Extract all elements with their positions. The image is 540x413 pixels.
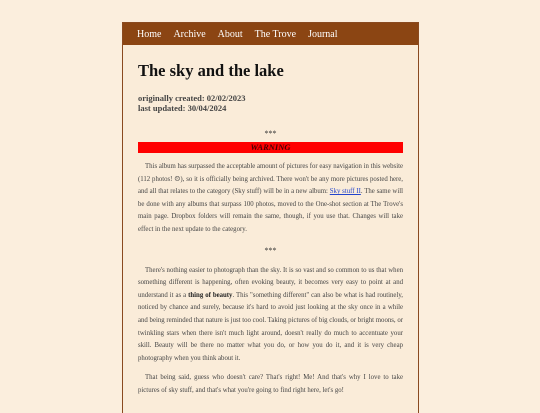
created-date: originally created: 02/02/2023 xyxy=(138,93,246,103)
sky-stuff-ii-link[interactable]: Sky stuff II xyxy=(329,188,361,196)
intro-paragraph xyxy=(138,265,403,366)
updated-date: last updated: 30/04/2024 xyxy=(138,103,227,113)
notice-text-end: . The same will be done with any albums that surpass 100 photos, moved to the One-shot section at The Trove's main page. Dropbox folders will remain the same, though, if you use that. Changes will take effect in the next update to the category. xyxy=(138,188,404,233)
nav-about-link[interactable]: About xyxy=(217,28,243,40)
separator: *** xyxy=(264,245,277,255)
thing-of-beauty-bold: thing of beauty xyxy=(188,291,233,299)
notice-text-start: This album has surpassed the acceptable amount of pictures for easy navigation in this website (112 photos! ☹), so it is officially being archived. There won't be any more pictures posted here, and all that relates to the category (Sky stuff) will be in a new album: xyxy=(138,163,403,196)
intro-text-end: . This "something different" can also be what is had routinely, noticed by chance and surely, because it's hard to avoid just looking at the sky once in a while and being reminded that nature is just too cool. Taking pictures of big clouds, or bright moons, or twinkling stars when there isn't much light around, doesn't really do much to accentuate your skill. Beauty will be there no matter what you do, or how you do it, and it is very cheap photography when you think about it. xyxy=(138,291,403,362)
top-nav xyxy=(123,23,418,45)
nav-trove-link[interactable]: The Trove xyxy=(254,28,297,40)
page-container xyxy=(122,22,419,413)
main-content xyxy=(123,61,418,398)
intro-text-start: There's nothing easier to photograph than the sky. It is so vast and so common to us that when something different is happening, often evoking beauty, it becomes very easy to point at and understand it as a xyxy=(138,266,403,299)
separator: *** xyxy=(264,129,277,138)
closing-paragraph: That being said, guess who doesn't care? That's right! Me! And that's why I love to take pictures of sky stuff, and that's what you're going to find right here, let's go! xyxy=(138,374,403,394)
date-info xyxy=(138,93,403,113)
nav-archive-link[interactable]: Archive xyxy=(173,28,206,40)
nav-home-link[interactable]: Home xyxy=(137,28,162,40)
nav-journal-link[interactable]: Journal xyxy=(308,28,338,40)
page-title: The sky and the lake xyxy=(138,61,284,80)
warning-banner: WARNING xyxy=(138,142,403,153)
archive-notice-paragraph xyxy=(138,161,403,237)
